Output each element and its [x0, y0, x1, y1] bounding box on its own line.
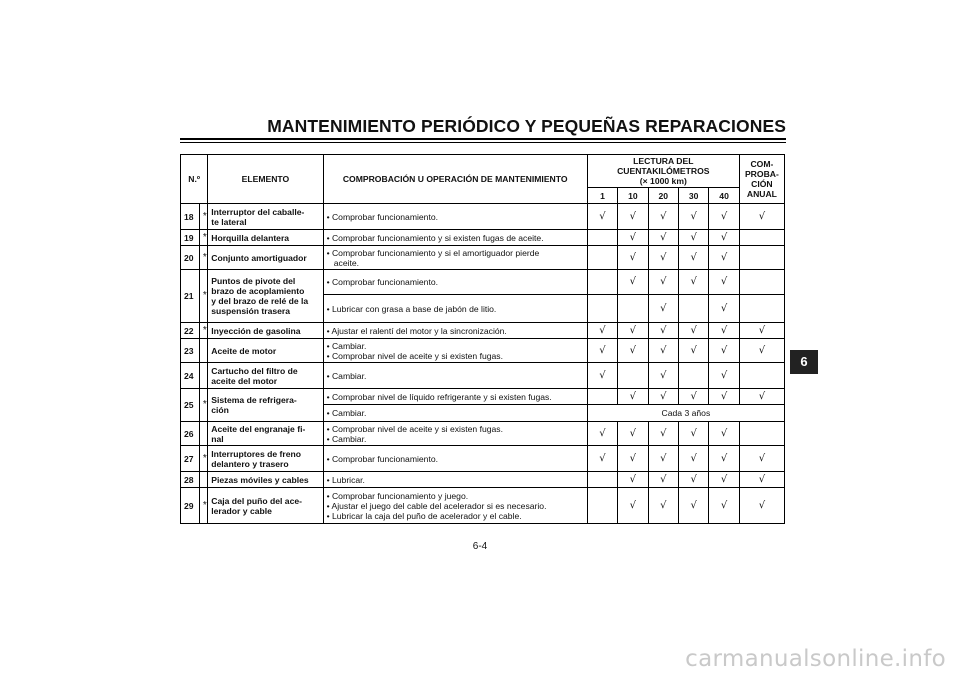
dealer-asterisk [199, 363, 207, 389]
row-element: Inyección de gasolina [208, 323, 323, 339]
check-cell: √ [739, 204, 784, 230]
check-cell: √ [709, 472, 739, 488]
page-number: 6-4 [472, 541, 488, 552]
row-number: 24 [181, 363, 200, 389]
chapter-tab: 6 [790, 350, 818, 374]
row-element: Interruptores de freno delantero y trasero [208, 446, 323, 472]
row-element: Aceite del engranaje fi- nal [208, 422, 323, 446]
check-cell: √ [709, 295, 739, 323]
header-annual-line: CIÓN [751, 179, 773, 189]
check-cell: √ [709, 488, 739, 524]
row-operation: • Comprobar nivel de líquido refrigerante y si existen fugas. [323, 389, 587, 405]
header-odometer [587, 155, 739, 188]
dealer-asterisk [199, 339, 207, 363]
check-cell: √ [739, 339, 784, 363]
check-cell: √ [618, 446, 648, 472]
dealer-asterisk: * [199, 204, 207, 230]
table-row [181, 270, 785, 295]
row-number: 27 [181, 446, 200, 472]
check-cell [739, 295, 784, 323]
header-km-1: 1 [587, 188, 617, 204]
table-row [181, 339, 785, 363]
check-cell: √ [678, 270, 708, 295]
check-cell: √ [587, 422, 617, 446]
header-annual-line: PROBA- [744, 169, 779, 179]
row-number: 18 [181, 204, 200, 230]
check-cell: √ [648, 488, 678, 524]
check-cell [618, 363, 648, 389]
check-cell: √ [678, 422, 708, 446]
row-number: 29 [181, 488, 200, 524]
row-element: Aceite de motor [208, 339, 323, 363]
dealer-asterisk: * [199, 389, 207, 422]
row-number: 21 [181, 270, 200, 323]
check-cell: √ [739, 446, 784, 472]
check-cell: √ [709, 323, 739, 339]
row-number: 23 [181, 339, 200, 363]
check-cell [587, 270, 617, 295]
check-cell: √ [618, 323, 648, 339]
dealer-asterisk: * [199, 446, 207, 472]
header-km-10: 10 [618, 188, 648, 204]
check-cell [739, 246, 784, 270]
row-number: 26 [181, 422, 200, 446]
check-cell: √ [709, 246, 739, 270]
row-operation: • Comprobar funcionamiento. [323, 270, 587, 295]
check-cell: √ [678, 446, 708, 472]
header-operation: COMPROBACIÓN U OPERACIÓN DE MANTENIMIENTO [323, 155, 587, 204]
check-cell: √ [709, 422, 739, 446]
table-row [181, 446, 785, 472]
check-cell: √ [618, 270, 648, 295]
check-cell: √ [648, 323, 678, 339]
check-cell [739, 363, 784, 389]
page-title: MANTENIMIENTO PERIÓDICO Y PEQUEÑAS REPARACIONES [267, 116, 786, 136]
interval-note: Cada 3 años [587, 405, 784, 422]
check-cell: √ [678, 339, 708, 363]
check-cell [618, 295, 648, 323]
row-operation: • Comprobar funcionamiento. [323, 446, 587, 472]
title-rule-thick [180, 138, 786, 140]
header-element: ELEMENTO [208, 155, 323, 204]
title-rule-thin [180, 142, 786, 143]
check-cell: √ [648, 339, 678, 363]
check-cell: √ [648, 230, 678, 246]
check-cell: √ [739, 323, 784, 339]
row-operation: • Lubricar. [323, 472, 587, 488]
watermark: carmanualsonline.info [685, 646, 946, 672]
check-cell: √ [709, 204, 739, 230]
check-cell [587, 488, 617, 524]
check-cell: √ [709, 339, 739, 363]
dealer-asterisk: * [199, 246, 207, 270]
row-operation: • Cambiar. [323, 405, 587, 422]
check-cell: √ [678, 389, 708, 405]
check-cell: √ [648, 422, 678, 446]
check-cell: √ [618, 472, 648, 488]
row-operation: • Comprobar nivel de aceite y si existen fugas. • Cambiar. [323, 422, 587, 446]
dealer-asterisk: * [199, 270, 207, 323]
header-annual [739, 155, 784, 204]
row-number: 28 [181, 472, 200, 488]
check-cell: √ [648, 246, 678, 270]
check-cell: √ [648, 295, 678, 323]
header-annual-line: COM- [750, 159, 774, 169]
check-cell: √ [739, 389, 784, 405]
row-number: 20 [181, 246, 200, 270]
row-element: Conjunto amortiguador [208, 246, 323, 270]
row-number: 19 [181, 230, 200, 246]
check-cell [739, 230, 784, 246]
row-operation: • Lubricar con grasa a base de jabón de litio. [323, 295, 587, 323]
table-row [181, 246, 785, 270]
check-cell [678, 363, 708, 389]
table-row [181, 230, 785, 246]
check-cell: √ [648, 363, 678, 389]
check-cell: √ [678, 230, 708, 246]
check-cell: √ [678, 323, 708, 339]
table-row [181, 488, 785, 524]
table-row [181, 422, 785, 446]
row-operation: • Comprobar funcionamiento. [323, 204, 587, 230]
row-element: Interruptor del caballe- te lateral [208, 204, 323, 230]
table-row [181, 389, 785, 405]
dealer-asterisk: * [199, 488, 207, 524]
check-cell: √ [709, 363, 739, 389]
check-cell [587, 295, 617, 323]
check-cell [678, 295, 708, 323]
maintenance-table [180, 154, 785, 524]
check-cell [739, 422, 784, 446]
row-element: Caja del puño del ace- lerador y cable [208, 488, 323, 524]
dealer-asterisk [199, 472, 207, 488]
check-cell: √ [648, 472, 678, 488]
dealer-asterisk: * [199, 323, 207, 339]
row-number: 25 [181, 389, 200, 422]
check-cell: √ [618, 422, 648, 446]
check-cell: √ [587, 446, 617, 472]
check-cell: √ [739, 488, 784, 524]
row-operation: • Comprobar funcionamiento y si existen fugas de aceite. [323, 230, 587, 246]
header-num: N.º [181, 155, 208, 204]
header-km-30: 30 [678, 188, 708, 204]
check-cell: √ [648, 204, 678, 230]
check-cell [587, 230, 617, 246]
table-row [181, 472, 785, 488]
check-cell: √ [739, 472, 784, 488]
check-cell [587, 472, 617, 488]
check-cell: √ [618, 246, 648, 270]
table-row [181, 204, 785, 230]
row-element: Horquilla delantera [208, 230, 323, 246]
row-operation: • Ajustar el ralentí del motor y la sincronización. [323, 323, 587, 339]
check-cell: √ [618, 339, 648, 363]
header-km-20: 20 [648, 188, 678, 204]
row-number: 22 [181, 323, 200, 339]
dealer-asterisk [199, 422, 207, 446]
check-cell: √ [618, 230, 648, 246]
check-cell: √ [587, 204, 617, 230]
row-operation: • Comprobar funcionamiento y si el amortiguador pierde aceite. [323, 246, 587, 270]
check-cell: √ [648, 446, 678, 472]
check-cell [587, 246, 617, 270]
check-cell: √ [678, 488, 708, 524]
header-odometer-line2: (× 1000 km) [639, 176, 687, 186]
row-operation: • Comprobar funcionamiento y juego. • Ajustar el juego del cable del acelerador si es necesario. • Lubricar la caja del puño de acelerador y el cable. [323, 488, 587, 524]
table-row [181, 363, 785, 389]
check-cell: √ [587, 363, 617, 389]
check-cell: √ [587, 339, 617, 363]
check-cell: √ [709, 270, 739, 295]
check-cell: √ [648, 270, 678, 295]
row-operation: • Cambiar. [323, 363, 587, 389]
check-cell: √ [678, 472, 708, 488]
check-cell: √ [618, 488, 648, 524]
row-element: Cartucho del filtro de aceite del motor [208, 363, 323, 389]
header-annual-line: ANUAL [746, 189, 777, 199]
check-cell: √ [709, 230, 739, 246]
check-cell [587, 389, 617, 405]
row-element: Sistema de refrigera- ción [208, 389, 323, 422]
check-cell: √ [587, 323, 617, 339]
check-cell: √ [678, 204, 708, 230]
row-operation: • Cambiar. • Comprobar nivel de aceite y si existen fugas. [323, 339, 587, 363]
header-odometer-line1: LECTURA DEL CUENTAKILÓMETROS [617, 156, 710, 176]
check-cell: √ [648, 389, 678, 405]
check-cell: √ [618, 389, 648, 405]
check-cell: √ [709, 389, 739, 405]
header-km-40: 40 [709, 188, 739, 204]
check-cell [739, 270, 784, 295]
check-cell: √ [618, 204, 648, 230]
dealer-asterisk: * [199, 230, 207, 246]
row-element: Puntos de pivote del brazo de acoplamiento y del brazo de relé de la suspensión trasera [208, 270, 323, 323]
check-cell: √ [709, 446, 739, 472]
check-cell: √ [678, 246, 708, 270]
table-row [181, 323, 785, 339]
row-element: Piezas móviles y cables [208, 472, 323, 488]
